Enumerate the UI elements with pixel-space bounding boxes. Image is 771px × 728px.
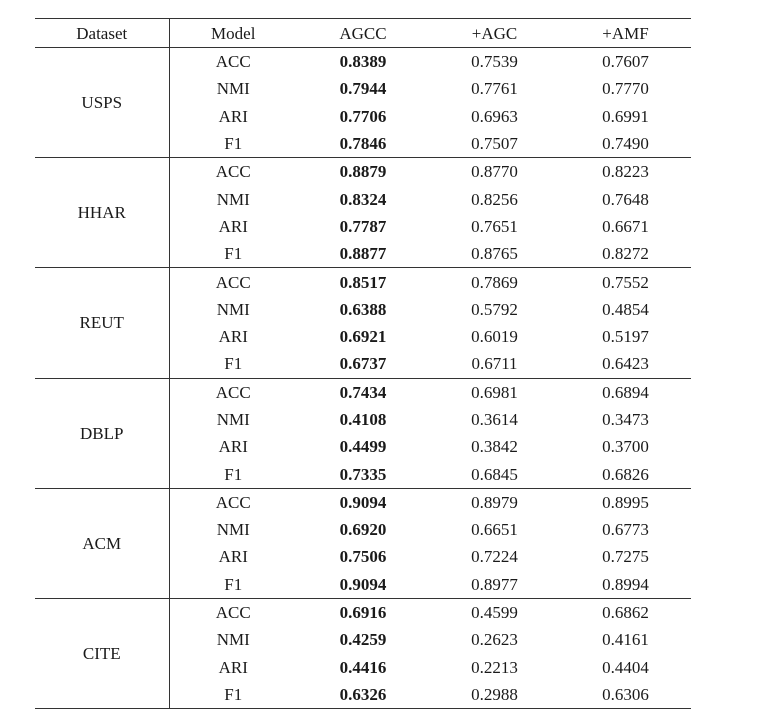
table-row — [35, 48, 691, 76]
amf-value-cell: 0.8272 — [560, 240, 691, 268]
agcc-value-cell: 0.7944 — [339, 79, 387, 99]
agcc-value-cell: 0.9094 — [339, 492, 387, 512]
agcc-value-cell: 0.6921 — [339, 327, 387, 347]
amf-value-cell: 0.8223 — [602, 162, 649, 182]
agcc-value-cell: 0.7706 — [339, 106, 387, 126]
agcc-value-cell: 0.4416 — [339, 657, 387, 677]
agc-value-cell: 0.2213 — [471, 657, 518, 677]
agcc-value-cell: 0.7506 — [339, 547, 387, 567]
header-agc: +AGC — [429, 19, 560, 48]
agcc-value-cell: 0.7335 — [297, 460, 429, 488]
header-dataset: Dataset — [35, 19, 169, 48]
metric-cell: NMI — [216, 299, 250, 319]
table-row — [35, 488, 691, 516]
amf-value-cell: 0.6894 — [602, 382, 649, 402]
agcc-value-cell: 0.8877 — [297, 240, 429, 268]
dataset-cell: CITE — [35, 598, 169, 708]
header-row — [35, 19, 691, 48]
amf-value-cell: 0.6306 — [560, 681, 691, 709]
metric-cell: ARI — [218, 216, 248, 236]
agcc-value-cell: 0.8879 — [339, 162, 387, 182]
agcc-value-cell: 0.6326 — [297, 681, 429, 709]
metric-cell: NMI — [216, 79, 250, 99]
amf-value-cell: 0.6671 — [602, 216, 649, 236]
agc-value-cell: 0.7761 — [471, 79, 518, 99]
amf-value-cell: 0.5197 — [602, 327, 649, 347]
table-row — [35, 158, 691, 186]
agcc-value-cell: 0.6737 — [297, 350, 429, 378]
amf-value-cell: 0.7607 — [602, 52, 649, 72]
ablation-results-table — [35, 18, 691, 709]
agcc-value-cell: 0.9094 — [297, 571, 429, 599]
agcc-value-cell: 0.8517 — [339, 272, 387, 292]
amf-value-cell: 0.3473 — [602, 410, 649, 429]
amf-value-cell: 0.3700 — [602, 437, 649, 457]
amf-value-cell: 0.7490 — [560, 130, 691, 158]
agc-value-cell: 0.7539 — [471, 52, 518, 72]
metric-cell: ACC — [215, 382, 251, 402]
agc-value-cell: 0.2623 — [471, 630, 518, 650]
metric-cell: F1 — [169, 350, 297, 378]
metric-cell: ACC — [215, 272, 251, 292]
header-model: Model — [169, 19, 297, 48]
agc-value-cell: 0.6963 — [471, 106, 518, 126]
agc-value-cell: 0.6845 — [429, 460, 560, 488]
metric-cell: ACC — [215, 52, 251, 72]
agc-value-cell: 0.8979 — [471, 492, 518, 512]
table-body — [35, 48, 691, 709]
dataset-cell: USPS — [35, 48, 169, 158]
amf-value-cell: 0.4854 — [602, 299, 649, 319]
amf-value-cell: 0.7552 — [602, 272, 649, 292]
amf-value-cell: 0.6423 — [560, 350, 691, 378]
amf-value-cell: 0.6991 — [602, 106, 649, 126]
agcc-value-cell: 0.6388 — [339, 299, 387, 319]
metric-cell: F1 — [169, 130, 297, 158]
agc-value-cell: 0.7507 — [429, 130, 560, 158]
agcc-value-cell: 0.7434 — [339, 382, 387, 402]
agc-value-cell: 0.3614 — [471, 410, 518, 429]
dataset-cell: REUT — [35, 268, 169, 378]
amf-value-cell: 0.6773 — [602, 520, 649, 540]
agc-value-cell: 0.4599 — [471, 603, 518, 623]
agcc-value-cell: 0.4108 — [339, 410, 387, 429]
table-row — [35, 378, 691, 406]
table-row — [35, 598, 691, 626]
metric-cell: ARI — [218, 327, 248, 347]
agc-value-cell: 0.8256 — [471, 189, 518, 209]
metric-cell: F1 — [169, 681, 297, 709]
agc-value-cell: 0.6711 — [429, 350, 560, 378]
amf-value-cell: 0.7770 — [602, 79, 649, 99]
agc-value-cell: 0.7224 — [471, 547, 518, 567]
agcc-value-cell: 0.6916 — [339, 603, 387, 623]
agcc-value-cell: 0.4259 — [339, 630, 387, 650]
metric-cell: ARI — [218, 437, 248, 457]
dataset-cell: ACM — [35, 488, 169, 598]
metric-cell: ARI — [218, 106, 248, 126]
header-amf: +AMF — [560, 19, 691, 48]
agc-value-cell: 0.6019 — [471, 327, 518, 347]
amf-value-cell: 0.4404 — [602, 657, 649, 677]
agc-value-cell: 0.3842 — [471, 437, 518, 457]
agcc-value-cell: 0.8389 — [339, 52, 387, 72]
amf-value-cell: 0.8994 — [560, 571, 691, 599]
amf-value-cell: 0.6826 — [560, 460, 691, 488]
metric-cell: NMI — [216, 410, 250, 429]
dataset-cell: DBLP — [35, 378, 169, 488]
agc-value-cell: 0.7651 — [471, 216, 518, 236]
agc-value-cell: 0.5792 — [471, 299, 518, 319]
metric-cell: ARI — [218, 657, 248, 677]
table-header — [35, 19, 691, 48]
dataset-cell: HHAR — [35, 158, 169, 268]
agc-value-cell: 0.2988 — [429, 681, 560, 709]
metric-cell: NMI — [216, 630, 250, 650]
header-agcc: AGCC — [297, 19, 429, 48]
agcc-value-cell: 0.7846 — [297, 130, 429, 158]
metric-cell: ACC — [215, 603, 251, 623]
metric-cell: NMI — [216, 520, 250, 540]
metric-cell: NMI — [216, 189, 250, 209]
agcc-value-cell: 0.6920 — [339, 520, 387, 540]
amf-value-cell: 0.7648 — [602, 189, 649, 209]
metric-cell: ACC — [215, 162, 251, 182]
amf-value-cell: 0.6862 — [602, 603, 649, 623]
metric-cell: ARI — [218, 547, 248, 567]
metric-cell: F1 — [169, 571, 297, 599]
metric-cell: ACC — [215, 492, 251, 512]
amf-value-cell: 0.4161 — [602, 630, 649, 650]
agc-value-cell: 0.8765 — [429, 240, 560, 268]
agc-value-cell: 0.8770 — [471, 162, 518, 182]
agc-value-cell: 0.6981 — [471, 382, 518, 402]
agcc-value-cell: 0.7787 — [339, 216, 387, 236]
agc-value-cell: 0.6651 — [471, 520, 518, 540]
metric-cell: F1 — [169, 460, 297, 488]
agcc-value-cell: 0.4499 — [339, 437, 387, 457]
metric-cell: F1 — [169, 240, 297, 268]
table-row — [35, 268, 691, 296]
agc-value-cell: 0.8977 — [429, 571, 560, 599]
agc-value-cell: 0.7869 — [471, 272, 518, 292]
agcc-value-cell: 0.8324 — [339, 189, 387, 209]
amf-value-cell: 0.8995 — [602, 492, 649, 512]
amf-value-cell: 0.7275 — [602, 547, 649, 567]
